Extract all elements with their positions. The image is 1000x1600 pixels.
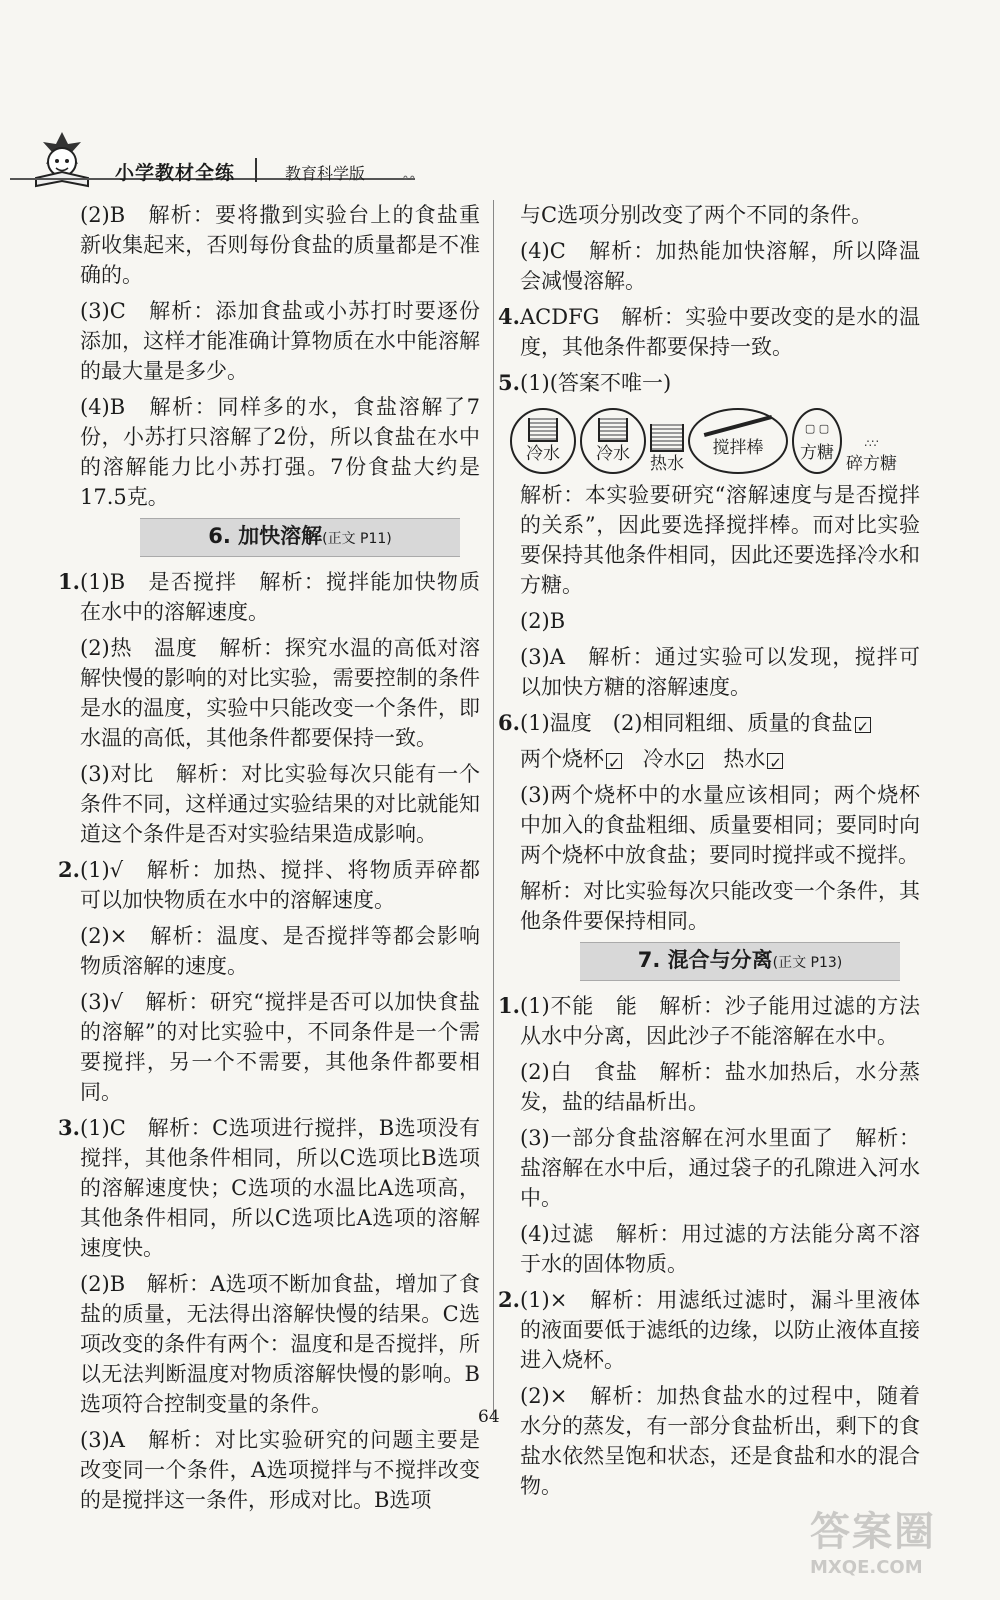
- figure-label: 搅拌棒: [712, 438, 764, 458]
- beaker-icon: [598, 418, 628, 442]
- answer-text: [498, 708, 920, 738]
- watermark-url: MXQE.COM: [810, 1557, 923, 1578]
- page-number: 64: [478, 1407, 500, 1427]
- left-column: [58, 200, 480, 1521]
- answer-text: (3)C 解析：添加食盐或小苏打时要逐份添加，这样才能准确计算物质在水中能溶解的最大量是多少。: [80, 299, 480, 383]
- answer-text: (2)B 解析：A选项不断加食盐，增加了食盐的质量，无法得出溶解快慢的结果。C选项改变的条件有两个：温度和是否搅拌，所以无法判断温度对物质溶解快慢的影响。B选项符合控制变量的条件。: [80, 1272, 480, 1416]
- answer-text: [520, 744, 920, 774]
- section-ref: (正文 P11): [322, 531, 392, 547]
- crushed-sugar-icon: ∴∵: [864, 437, 879, 450]
- answer-text: (3)A 解析：通过实验可以发现，搅拌可以加快方糖的溶解速度。: [520, 645, 920, 699]
- answer-text: (2)热 温度 解析：探究水温的高低对溶解快慢的影响的对比实验，需要控制的条件是水的温度，实验中只能改变一个条件，即水温的高低，其他条件都要保持一致。: [80, 636, 480, 750]
- answer-text: (2)B 解析：要将撒到实验台上的食盐重新收集起来，否则每份食盐的质量都是不准确的。: [80, 203, 480, 287]
- figure-label: 热水: [650, 454, 684, 474]
- answer-text: [498, 991, 920, 1051]
- cold-water-circle: [510, 408, 576, 474]
- sugar-cube-icon: ▢ ▢: [804, 422, 830, 435]
- section-ref: (正文 P13): [772, 955, 843, 971]
- section-title: 6. 加快溶解: [208, 524, 323, 548]
- figure-label: 冷水: [526, 444, 560, 464]
- figure-stirring-rod: [688, 408, 788, 474]
- header-separator: [255, 158, 257, 182]
- answer-text: (2)× 解析：温度、是否搅拌等都会影响物质溶解的速度。: [80, 924, 480, 978]
- column-divider: [493, 200, 494, 1420]
- option-label: 冷水: [642, 747, 685, 771]
- answer-body: ACDFG 解析：实验中要改变的是水的温度，其他条件都要保持一致。: [520, 305, 920, 359]
- answer-text: [498, 302, 920, 362]
- option-label: 热水: [723, 747, 766, 771]
- figure-label: 方糖: [800, 443, 834, 463]
- answer-text: (2)白 食盐 解析：盐水加热后，水分蒸发，盐的结晶析出。: [520, 1060, 920, 1114]
- option-label: 两个烧杯: [520, 747, 604, 771]
- question-number: 6.: [498, 710, 520, 735]
- answer-text: [498, 1285, 920, 1375]
- answer-text: 与C选项分别改变了两个不同的条件。: [520, 203, 873, 227]
- question-number: 1.: [498, 993, 520, 1018]
- header-decoration: ∘∘: [402, 170, 416, 186]
- answer-text: (3)√ 解析：研究“搅拌是否可以加快食盐的溶解”的对比实验中，不同条件是一个需要搅拌，另一个不需要，其他条件都要相同。: [80, 990, 480, 1104]
- question-number: 3.: [58, 1115, 80, 1140]
- figure-sugar-cubes: [792, 408, 842, 474]
- mascot-logo-icon: [22, 128, 102, 190]
- sugar-cube-ellipse: [792, 408, 842, 474]
- answer-text: [58, 1113, 480, 1263]
- beaker-icon: [528, 418, 558, 442]
- answer-text: [58, 567, 480, 627]
- question-number: 1.: [58, 569, 80, 594]
- answer-body: (1)√ 解析：加热、搅拌、将物质弄碎都可以加快物质在水中的溶解速度。: [80, 858, 480, 912]
- checked-box-icon: [855, 717, 871, 733]
- figure-label: 碎方糖: [846, 454, 897, 474]
- book-title: 小学教材全练: [115, 162, 236, 184]
- answer-text: [498, 368, 920, 398]
- figure-cold-water-1: [510, 408, 576, 474]
- answer-body: (1)C 解析：C选项进行搅拌，B选项没有搅拌，其他条件相同，所以C选项比B选项的溶解速度快；C选项的水温比A选项高，其他条件相同，所以C选项比A选项的溶解速度快。: [80, 1116, 480, 1260]
- checked-box-icon: [767, 753, 783, 769]
- cold-water-circle: [580, 408, 646, 474]
- answer-text: 解析：本实验要研究“溶解速度与是否搅拌的关系”，因此要选择搅拌棒。而对比实验要保持其他条件相同，因此还要选择冷水和方糖。: [520, 483, 920, 597]
- answer-body: (1)B 是否搅拌 解析：搅拌能加快物质在水中的溶解速度。: [80, 570, 480, 624]
- answer-text: (3)对比 解析：对比实验每次只能有一个条件不同，这样通过实验结果的对比就能知道这个条件是否对实验结果造成影响。: [80, 762, 480, 846]
- answer-text: (3)A 解析：对比实验研究的问题主要是改变同一个条件，A选项搅拌与不搅拌改变的是搅拌这一条件，形成对比。B选项: [80, 1428, 480, 1512]
- answer-text: (4)C 解析：加热能加快溶解，所以降温会减慢溶解。: [520, 239, 920, 293]
- page-header: [0, 0, 1000, 195]
- watermark-logo: [810, 1500, 980, 1590]
- checked-box-icon: [606, 753, 622, 769]
- section-heading-7: [580, 942, 900, 981]
- figure-hot-water: [650, 424, 684, 474]
- section-title: 7. 混合与分离: [637, 948, 773, 972]
- answer-text: (4)B 解析：同样多的水，食盐溶解了7份，小苏打只溶解了2份，所以食盐在水中的溶解能力比小苏打强。7份食盐大约是17.5克。: [80, 395, 480, 509]
- answer-text: (2)B: [520, 609, 566, 633]
- answer-text: (3)两个烧杯中的水量应该相同；两个烧杯中加入的食盐粗细、质量要相同；要同时向两个烧杯中放食盐；要同时搅拌或不搅拌。: [520, 783, 920, 867]
- section-heading-6: [140, 518, 460, 557]
- checked-box-icon: [687, 753, 703, 769]
- question-number: 2.: [498, 1287, 520, 1312]
- answer-text: (2)× 解析：加热食盐水的过程中，随着水分的蒸发，有一部分食盐析出，剩下的食盐水依然呈饱和状态，还是食盐和水的混合物。: [520, 1384, 920, 1498]
- answer-body: (1)× 解析：用滤纸过滤时，漏斗里液体的液面要低于滤纸的边缘，以防止液体直接进入烧杯。: [520, 1288, 920, 1372]
- edition-label: 教育科学版: [285, 164, 366, 183]
- beaker-icon: [650, 424, 684, 452]
- figure-cold-water-2: [580, 408, 646, 474]
- answer-text: (4)过滤 解析：用过滤的方法能分离不溶于水的固体物质。: [520, 1222, 920, 1276]
- answer-text: [58, 855, 480, 915]
- watermark-text: 答案圈: [810, 1509, 936, 1555]
- answer-text: 解析：对比实验每次只能改变一个条件，其他条件要保持相同。: [520, 879, 920, 933]
- question-number: 4.: [498, 304, 520, 329]
- figure-label: 冷水: [596, 444, 630, 464]
- right-column: [498, 200, 920, 1507]
- question-number: 2.: [58, 857, 80, 882]
- stirring-rod-oval: [688, 408, 788, 474]
- stirring-rod-icon: [704, 415, 773, 437]
- figure-crushed-sugar: [846, 434, 897, 474]
- answer-body: (1)(答案不唯一): [520, 371, 672, 395]
- answer-text: (3)一部分食盐溶解在河水里面了 解析：盐溶解在水中后，通过袋子的孔隙进入河水中。: [520, 1126, 920, 1210]
- experiment-figures: [510, 404, 920, 474]
- answer-body: (1)不能 能 解析：沙子能用过滤的方法从水中分离，因此沙子不能溶解在水中。: [520, 994, 920, 1048]
- question-number: 5.: [498, 370, 520, 395]
- answer-body: (1)温度 (2)相同粗细、质量的食盐: [520, 711, 853, 735]
